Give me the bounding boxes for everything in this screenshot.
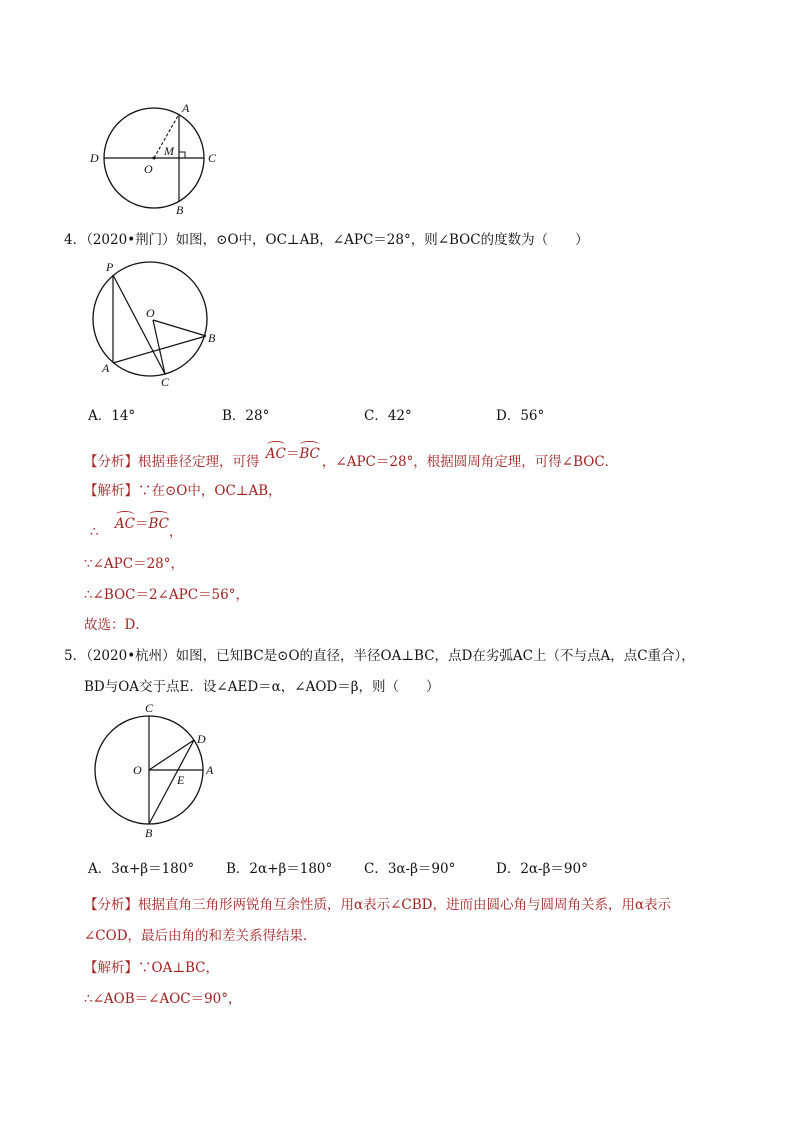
label-B: B: [176, 203, 184, 217]
label-C: C: [145, 701, 154, 715]
label-D: D: [197, 732, 206, 746]
arc-bc: BC: [299, 446, 320, 462]
solution-text: ∵OA⊥BC，: [138, 960, 220, 976]
arc-eq: ＝: [134, 516, 149, 532]
q5-option-d[interactable]: D．2α-β＝90°: [496, 861, 588, 877]
label-O: O: [144, 162, 153, 176]
solution-text: ∵在⊙O中，OC⊥AB，: [138, 483, 282, 499]
label-E: E: [177, 773, 185, 787]
label-B: B: [208, 331, 216, 345]
figure-q4-circle: [92, 260, 222, 390]
analysis-text-b: ，∠APC＝28°，根据圆周角定理，可得∠BOC．: [321, 454, 619, 470]
label-P: P: [106, 260, 114, 274]
q5-analysis-line1: [84, 893, 671, 913]
label-A: A: [182, 101, 190, 115]
label-M: M: [164, 144, 174, 158]
figure-q5-circle: [88, 700, 228, 840]
arc-ac: AC: [114, 516, 135, 532]
arc-ac: AC: [265, 446, 286, 462]
analysis-tag: 【分析】: [84, 454, 138, 470]
label-C: C: [208, 151, 217, 165]
analysis-text-a: 根据垂径定理，可得: [138, 454, 260, 470]
q5-option-c[interactable]: C．3α-β＝90°: [364, 861, 456, 877]
comma: ，: [169, 524, 183, 540]
q4-solution-line5: 故选：D．: [84, 617, 149, 633]
arc-eq: ＝: [285, 446, 300, 462]
solution-tag: 【解析】: [84, 483, 138, 499]
figure-q3-circle: [86, 98, 226, 218]
q4-option-a[interactable]: A．14°: [88, 408, 136, 424]
q5-option-b[interactable]: B．2α+β＝180°: [226, 861, 333, 877]
q5-stem-line1: 5．（2020•杭州）如图，已知BC是⊙O的直径，半径OA⊥BC，点D在劣弧AC上（不与点A，点C重合），: [64, 648, 695, 664]
q5-solution-line2: ∴∠AOB＝∠AOC＝90°，: [84, 991, 242, 1007]
q5-analysis-line2: ∠COD，最后由角的和差关系得结果．: [84, 928, 317, 944]
label-A: A: [102, 361, 110, 375]
q5-option-a[interactable]: A．3α+β＝180°: [88, 861, 195, 877]
q4-stem: 4．（2020•荆门）如图，⊙O中，OC⊥AB，∠APC＝28°，则∠BOC的度数为（ ）: [64, 232, 589, 248]
q4-analysis: [84, 446, 619, 470]
q4-solution-line2: [90, 512, 183, 540]
solution-tag: 【解析】: [84, 960, 138, 976]
q4-solution-line3: ∵∠APC＝28°，: [84, 556, 184, 572]
label-O: O: [133, 763, 142, 777]
q4-option-b[interactable]: B．28°: [222, 408, 270, 424]
label-C: C: [161, 375, 170, 389]
therefore-symbol: ∴: [90, 524, 99, 540]
q4-solution-line1: [84, 479, 282, 499]
arc-bc: BC: [148, 516, 169, 532]
label-O: O: [146, 306, 155, 320]
q5-stem-line2: BD与OA交于点E．设∠AED＝α，∠AOD＝β，则（ ）: [84, 679, 440, 695]
label-D: D: [90, 151, 99, 165]
q4-option-d[interactable]: D．56°: [496, 408, 545, 424]
q4-solution-line4: ∴∠BOC＝2∠APC＝56°，: [84, 587, 249, 603]
analysis-tag: 【分析】: [84, 897, 138, 913]
label-B: B: [145, 826, 153, 840]
analysis-text: 根据直角三角形两锐角互余性质，用α表示∠CBD，进而由圆心角与圆周角关系，用α表示: [138, 897, 672, 913]
q5-solution-line1: [84, 956, 219, 976]
q4-option-c[interactable]: C．42°: [364, 408, 412, 424]
label-A: A: [206, 763, 214, 777]
